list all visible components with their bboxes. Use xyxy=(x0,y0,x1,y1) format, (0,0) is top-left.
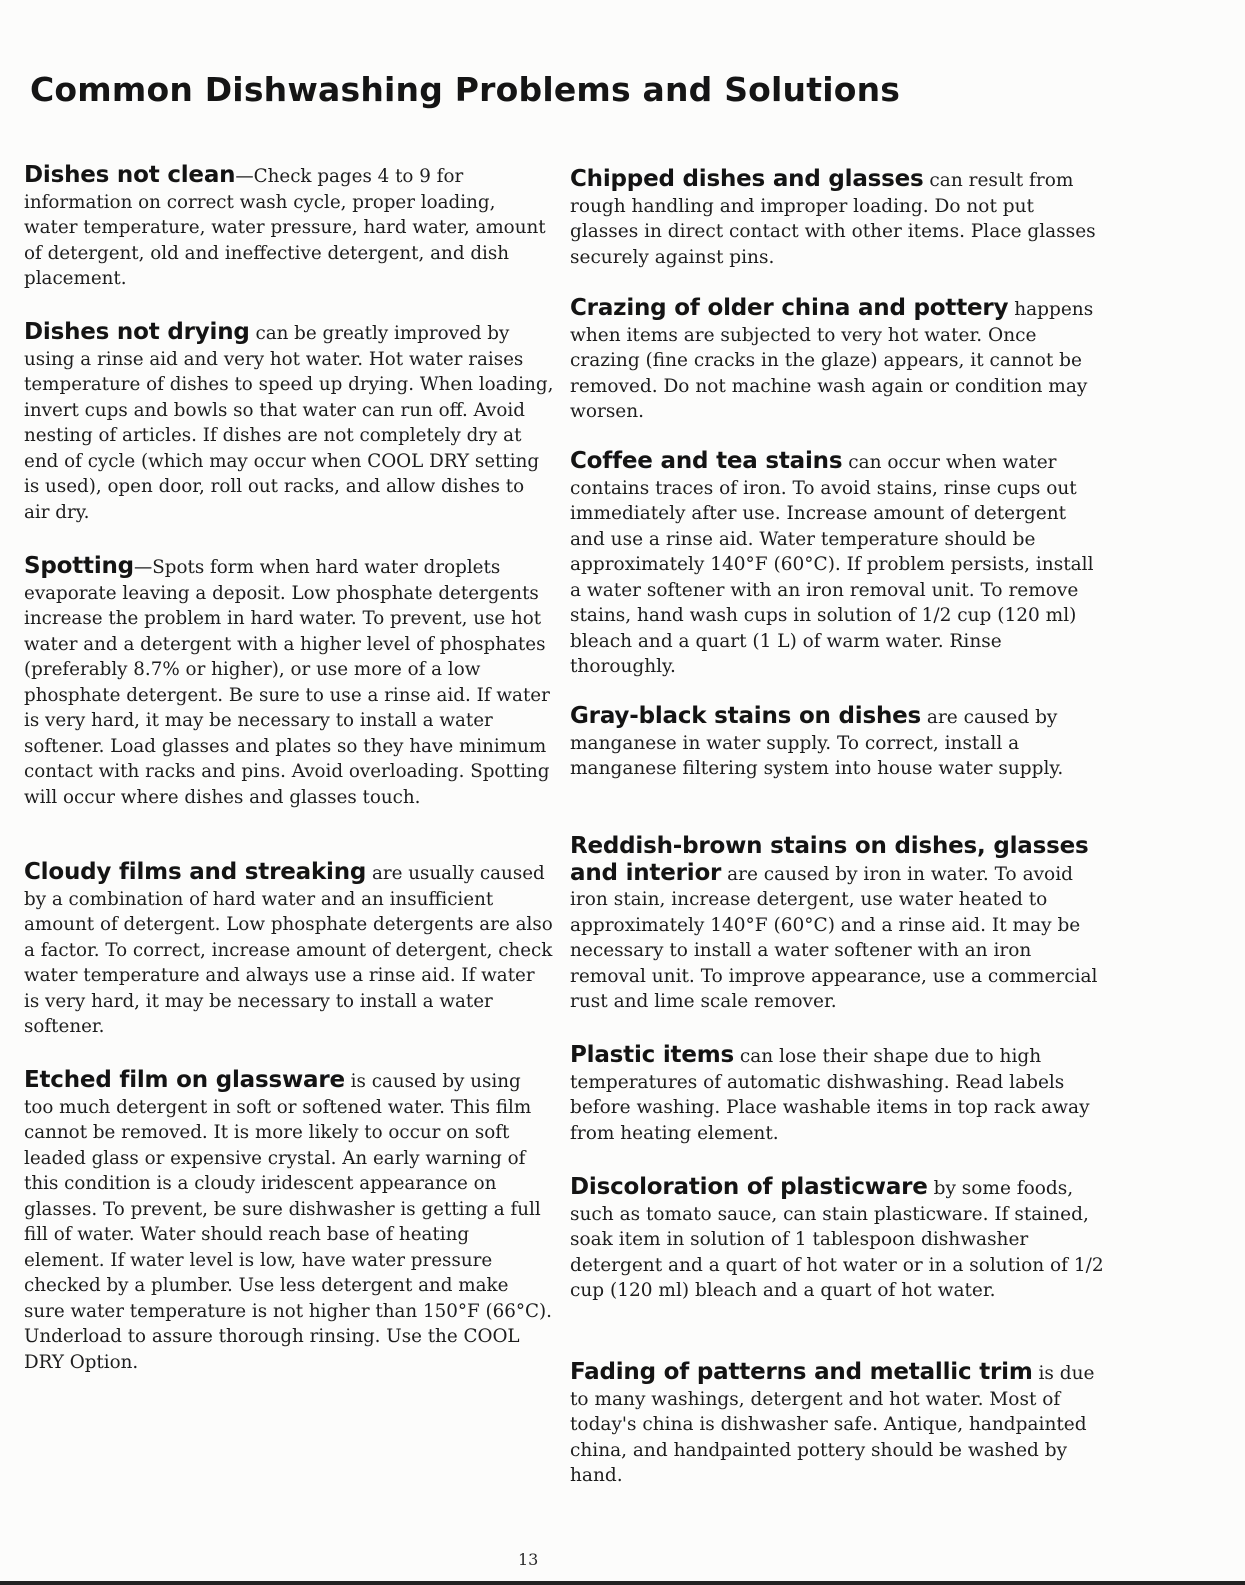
entry-text: can result from rough handling and improper loading. Do not put glasses in direct contact with other items. Place glasses securely against pins. xyxy=(570,170,1096,268)
entry-term: Reddish-brown stains on dishes, glasses and interior xyxy=(570,833,1089,886)
entry-text: are caused by manganese in water supply. To correct, install a manganese filtering system into house water supply. xyxy=(570,707,1064,779)
entry-plastic-items xyxy=(570,1043,1105,1146)
page-number: 13 xyxy=(518,1550,539,1569)
bottom-edge-rule xyxy=(0,1581,1245,1585)
entry-fading-patterns xyxy=(570,1360,1105,1489)
page-title: Common Dishwashing Problems and Solutions xyxy=(30,70,901,109)
entry-spotting xyxy=(24,554,554,810)
entry-term: Gray-black stains on dishes xyxy=(570,703,922,729)
entry-term: Spotting xyxy=(24,553,134,579)
entry-dishes-not-drying xyxy=(24,320,554,525)
entry-text: can lose their shape due to high temperatures of automatic dishwashing. Read labels before washing. Place washable items in top rack away from heating element. xyxy=(570,1046,1090,1144)
entry-etched-film xyxy=(24,1068,554,1375)
entry-text: by some foods, such as tomato sauce, can stain plasticware. If stained, soak item in solution of 1 tablespoon dishwasher detergent and a quart of hot water or in a solution of 1/2 cup (120 ml) bleach and a quart of hot water. xyxy=(570,1178,1104,1301)
entry-term: Cloudy films and streaking xyxy=(24,859,367,885)
entry-term: Plastic items xyxy=(570,1042,735,1068)
entry-text: are usually caused by a combination of hard water and an insufficient amount of detergent. Low phosphate detergents are also a factor. To correct, increase amount of detergent, check water temperature and always use a rinse aid. If water is very hard, it may be necessary to install a water softener. xyxy=(24,863,553,1037)
entry-text: are caused by iron in water. To avoid iron stain, increase detergent, use water heated to approximately 140°F (60°C) and a rinse aid. It may be necessary to install a water softener with an iron removal unit. To improve appearance, use a commercial rust and lime scale remover. xyxy=(570,863,1098,1012)
entry-term: Fading of patterns and metallic trim xyxy=(570,1359,1033,1385)
entry-term: Dishes not drying xyxy=(24,319,250,345)
entry-crazing xyxy=(570,296,1105,425)
entry-text: can be greatly improved by using a rinse aid and very hot water. Hot water raises temperature of dishes to speed up drying. When loading, invert cups and bowls so that water can run off. Avoid nesting of articles. If dishes are not completely dry at end of cycle (which may occur when COOL DRY setting is used), open door, roll out racks, and allow dishes to air dry. xyxy=(24,323,554,523)
entry-discoloration-plasticware xyxy=(570,1175,1105,1304)
entry-reddish-brown-stains xyxy=(570,834,1105,1015)
entry-text: —Spots form when hard water droplets evaporate leaving a deposit. Low phosphate detergents increase the problem in hard water. To prevent, use hot water and a detergent with a higher level of phosphates (preferably 8.7% or higher), or use more of a low phosphate detergent. Be sure to use a rinse aid. If water is very hard, it may be necessary to install a water softener. Load glasses and plates so they have minimum contact with racks and pins. Avoid overloading. Spotting will occur where dishes and glasses touch. xyxy=(24,557,550,808)
entry-coffee-tea-stains xyxy=(570,449,1105,680)
entry-cloudy-films xyxy=(24,860,554,1040)
entry-term: Chipped dishes and glasses xyxy=(570,166,924,192)
entry-term: Dishes not clean xyxy=(24,162,236,188)
entry-term: Coffee and tea stains xyxy=(570,448,843,474)
entry-text: can occur when water contains traces of iron. To avoid stains, rinse cups out immediately after use. Increase amount of detergent and use a rinse aid. Water temperature should be approximately 140°F (60°C). If problem persists, install a water softener with an iron removal unit. To remove stains, hand wash cups in solution of 1/2 cup (120 ml) bleach and a quart (1 L) of warm water. Rinse thoroughly. xyxy=(570,452,1094,677)
entry-term: Discoloration of plasticware xyxy=(570,1174,928,1200)
entry-dishes-not-clean xyxy=(24,163,554,292)
entry-text: is caused by using too much detergent in soft or softened water. This film cannot be removed. It is more likely to occur on soft leaded glass or expensive crystal. An early warning of this condition is a cloudy iridescent appearance on glasses. To prevent, be sure dishwasher is getting a full fill of water. Water should reach base of heating element. If water level is low, have water pressure checked by a plumber. Use less detergent and make sure water temperature is not higher than 150°F (66°C). Underload to assure thorough rinsing. Use the COOL DRY Option. xyxy=(24,1071,552,1373)
entry-text: —Check pages 4 to 9 for information on correct wash cycle, proper loading, water temperature, water pressure, hard water, amount of detergent, old and ineffective detergent, and dish placement. xyxy=(24,166,546,289)
entry-term: Crazing of older china and pottery xyxy=(570,295,1009,321)
entry-gray-black-stains xyxy=(570,704,1105,782)
entry-text: is due to many washings, detergent and hot water. Most of today's china is dishwasher safe. Antique, handpainted china, and handpainted pottery should be washed by hand. xyxy=(570,1363,1095,1486)
entry-text: happens when items are subjected to very hot water. Once crazing (fine cracks in the glaze) appears, it cannot be removed. Do not machine wash again or condition may worsen. xyxy=(570,299,1094,422)
entry-term: Etched film on glassware xyxy=(24,1067,345,1093)
entry-chipped-dishes xyxy=(570,167,1105,270)
